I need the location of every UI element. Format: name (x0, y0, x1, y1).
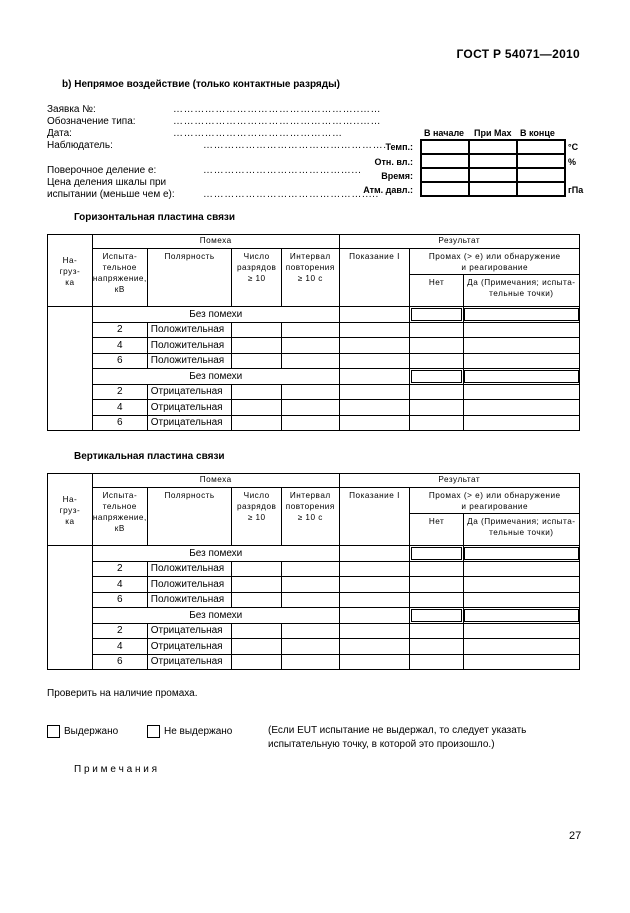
header-text-line: Число (243, 252, 270, 261)
polarity-value: Отрицательная (147, 639, 232, 655)
header-count (232, 488, 282, 546)
voltage-value: 2 (92, 561, 147, 577)
failure-note-line2: испытательную точку, в которой это произошло.) (268, 739, 495, 750)
header-text-line: и реагирование (461, 263, 529, 272)
passed-label: Выдержано (64, 726, 119, 737)
polarity-value: Положительная (147, 592, 232, 608)
polarity-value: Отрицательная (147, 654, 232, 670)
failed-checkbox[interactable] (147, 725, 160, 738)
header-text-line: кВ (114, 524, 125, 533)
reading-cell[interactable] (339, 369, 410, 385)
field-label-application: Заявка №: (47, 104, 96, 115)
voltage-value: 6 (92, 592, 147, 608)
yes-cell[interactable] (463, 369, 579, 385)
no-cell[interactable] (410, 561, 463, 577)
count-cell[interactable] (232, 338, 282, 354)
count-cell[interactable] (232, 592, 282, 608)
header-text-line: разрядов (237, 263, 277, 272)
voltage-value: 4 (92, 639, 147, 655)
no-disturbance-row: Без помехи (92, 546, 339, 562)
no-disturbance-row: Без помехи (92, 307, 339, 323)
yes-cell[interactable] (463, 654, 579, 670)
field-dots-scale: ………………………………………..... (203, 189, 379, 200)
reading-cell[interactable] (339, 639, 410, 655)
reading-cell[interactable] (339, 577, 410, 593)
count-cell[interactable] (232, 400, 282, 416)
header-polarity: Полярность (147, 249, 232, 307)
yes-cell[interactable] (463, 561, 579, 577)
reading-cell[interactable] (339, 561, 410, 577)
no-cell[interactable] (410, 546, 463, 562)
env-cell[interactable] (469, 182, 517, 196)
header-no: Нет (410, 514, 463, 546)
polarity-value: Отрицательная (147, 384, 232, 400)
header-text-line: напряжение, (92, 513, 147, 522)
env-unit-pressure: гПа (568, 185, 584, 195)
polarity-value: Положительная (147, 561, 232, 577)
passed-checkbox[interactable] (47, 725, 60, 738)
standard-header: ГОСТ Р 54071—2010 (456, 47, 580, 61)
interval-cell[interactable] (281, 338, 339, 354)
count-cell[interactable] (232, 623, 282, 639)
env-cell[interactable] (517, 168, 565, 182)
yes-cell[interactable] (463, 623, 579, 639)
yes-cell[interactable] (463, 577, 579, 593)
header-text-line: тельное (102, 502, 137, 511)
page-number: 27 (569, 830, 582, 842)
reading-cell[interactable] (339, 546, 410, 562)
field-label-observer: Наблюдатель: (47, 140, 113, 151)
header-voltage (92, 488, 147, 546)
env-grid (420, 139, 566, 197)
header-text-line: груз- (59, 506, 81, 515)
voltage-value: 6 (92, 353, 147, 369)
failed-label: Не выдержано (164, 726, 233, 737)
reading-cell[interactable] (339, 623, 410, 639)
no-cell[interactable] (410, 338, 463, 354)
polarity-value: Отрицательная (147, 400, 232, 416)
voltage-value: 6 (92, 654, 147, 670)
env-header-end: В конце (520, 128, 555, 138)
header-text-line: тельные точки) (489, 528, 554, 537)
interval-cell[interactable] (281, 592, 339, 608)
voltage-value: 2 (92, 384, 147, 400)
header-text-line: груз- (59, 267, 81, 276)
interval-cell[interactable] (281, 654, 339, 670)
interval-cell[interactable] (281, 415, 339, 431)
interval-cell[interactable] (281, 639, 339, 655)
yes-cell[interactable] (463, 384, 579, 400)
reading-cell[interactable] (339, 353, 410, 369)
reading-cell[interactable] (339, 592, 410, 608)
header-polarity: Полярность (147, 488, 232, 546)
header-text-line: повторения (285, 263, 335, 272)
header-text-line: тельные точки) (489, 289, 554, 298)
remarks-heading: П р и м е ч а н и я (74, 764, 158, 775)
env-label-temp: Темп.: (385, 142, 413, 152)
header-load (48, 474, 93, 546)
field-label-verification: Поверочное деление e: (47, 165, 157, 176)
env-cell[interactable] (421, 182, 469, 196)
no-cell[interactable] (410, 592, 463, 608)
polarity-value: Отрицательная (147, 623, 232, 639)
no-cell[interactable] (410, 400, 463, 416)
reading-cell[interactable] (339, 608, 410, 624)
voltage-value: 2 (92, 322, 147, 338)
load-cell[interactable] (48, 546, 93, 670)
polarity-value: Положительная (147, 353, 232, 369)
count-cell[interactable] (232, 322, 282, 338)
yes-cell[interactable] (463, 322, 579, 338)
header-disturbance: Помеха (92, 235, 339, 249)
yes-cell[interactable] (463, 307, 579, 323)
table-title-vertical: Вертикальная пластина связи (74, 451, 225, 462)
env-header-start: В начале (424, 128, 465, 138)
load-cell[interactable] (48, 307, 93, 431)
interval-cell[interactable] (281, 353, 339, 369)
polarity-value: Положительная (147, 577, 232, 593)
interval-cell[interactable] (281, 400, 339, 416)
header-text-line: Интервал (289, 252, 331, 261)
yes-cell[interactable] (463, 546, 579, 562)
voltage-value: 4 (92, 400, 147, 416)
count-cell[interactable] (232, 353, 282, 369)
env-cell[interactable] (517, 140, 565, 154)
no-cell[interactable] (410, 322, 463, 338)
header-load (48, 235, 93, 307)
header-text-line: тельное (102, 263, 137, 272)
header-reading: Показание I (339, 249, 410, 307)
count-cell[interactable] (232, 577, 282, 593)
env-cell[interactable] (469, 154, 517, 168)
header-miss (410, 249, 580, 275)
header-miss (410, 488, 580, 514)
env-header-max: При Max (474, 128, 512, 138)
passed-option[interactable] (47, 725, 118, 738)
failure-note-line1: (Если EUT испытание не выдержал, то следует указать (268, 725, 527, 736)
field-label-scale2: испытании (меньше чем e): (47, 189, 175, 200)
vertical-grid (47, 473, 580, 670)
header-text-line: ≥ 10 с (297, 513, 323, 522)
yes-cell[interactable] (463, 415, 579, 431)
field-label-date: Дата: (47, 128, 72, 139)
field-dots-observer: ……………………………………………. (203, 140, 387, 151)
header-text-line: ≥ 10 (247, 274, 266, 283)
header-yes (463, 514, 579, 546)
header-voltage (92, 249, 147, 307)
field-dots-verification: ……………………………………... (203, 165, 362, 176)
header-reading: Показание I (339, 488, 410, 546)
header-text-line: На- (62, 256, 78, 265)
env-cell[interactable] (517, 154, 565, 168)
reading-cell[interactable] (339, 415, 410, 431)
field-dots-type: ……………………………………………..…… (173, 116, 382, 127)
header-text-line: ка (65, 278, 75, 287)
header-text-line: и реагирование (461, 502, 529, 511)
no-disturbance-row: Без помехи (92, 369, 339, 385)
header-count (232, 249, 282, 307)
header-yes (463, 275, 579, 307)
header-text-line: Испыта- (102, 252, 138, 261)
table-title-horizontal: Горизонтальная пластина связи (74, 212, 236, 223)
count-cell[interactable] (232, 415, 282, 431)
header-text-line: Да (Примечания; испыта- (467, 278, 576, 287)
no-cell[interactable] (410, 608, 463, 624)
env-unit-humidity: % (568, 157, 577, 167)
yes-cell[interactable] (463, 608, 579, 624)
header-text-line: повторения (285, 502, 335, 511)
no-disturbance-row: Без помехи (92, 608, 339, 624)
env-label-humidity: Отн. вл.: (374, 157, 413, 167)
env-cell[interactable] (517, 182, 565, 196)
header-text-line: напряжение, (92, 274, 147, 283)
env-label-pressure: Атм. давл.: (363, 185, 413, 195)
interval-cell[interactable] (281, 322, 339, 338)
header-result: Результат (339, 235, 579, 249)
no-cell[interactable] (410, 384, 463, 400)
reading-cell[interactable] (339, 322, 410, 338)
env-label-time: Время: (381, 171, 413, 181)
interval-cell[interactable] (281, 577, 339, 593)
no-cell[interactable] (410, 369, 463, 385)
interval-cell[interactable] (281, 623, 339, 639)
header-text-line: Интервал (289, 491, 331, 500)
failed-option[interactable] (147, 725, 232, 738)
env-cell[interactable] (421, 154, 469, 168)
reading-cell[interactable] (339, 654, 410, 670)
interval-cell[interactable] (281, 561, 339, 577)
yes-cell[interactable] (463, 338, 579, 354)
header-text-line: Да (Примечания; испыта- (467, 517, 576, 526)
header-text-line: На- (62, 495, 78, 504)
field-label-scale1: Цена деления шкалы при (47, 177, 167, 188)
polarity-value: Отрицательная (147, 415, 232, 431)
header-result: Результат (339, 474, 579, 488)
no-cell[interactable] (410, 307, 463, 323)
count-cell[interactable] (232, 639, 282, 655)
section-title: b) Непрямое воздействие (только контактные разряды) (62, 79, 340, 90)
voltage-value: 4 (92, 577, 147, 593)
voltage-value: 4 (92, 338, 147, 354)
count-cell[interactable] (232, 384, 282, 400)
yes-cell[interactable] (463, 639, 579, 655)
no-cell[interactable] (410, 577, 463, 593)
check-instruction: Проверить на наличие промаха. (47, 688, 198, 699)
no-cell[interactable] (410, 639, 463, 655)
field-label-type: Обозначение типа: (47, 116, 136, 127)
voltage-value: 2 (92, 623, 147, 639)
header-text-line: кВ (114, 285, 125, 294)
reading-cell[interactable] (339, 338, 410, 354)
no-cell[interactable] (410, 353, 463, 369)
header-text-line: Промах (> e) или обнаружение (428, 252, 561, 261)
yes-cell[interactable] (463, 592, 579, 608)
no-cell[interactable] (410, 623, 463, 639)
env-cell[interactable] (421, 168, 469, 182)
header-text-line: ка (65, 517, 75, 526)
header-text-line: ≥ 10 с (297, 274, 323, 283)
header-text-line: ≥ 10 (247, 513, 266, 522)
header-interval (281, 249, 339, 307)
interval-cell[interactable] (281, 384, 339, 400)
field-dots-date: ………………………………………… (173, 128, 343, 139)
reading-cell[interactable] (339, 384, 410, 400)
env-cell[interactable] (469, 168, 517, 182)
env-unit-temp: °C (568, 142, 579, 152)
horizontal-grid (47, 234, 580, 431)
yes-cell[interactable] (463, 400, 579, 416)
no-cell[interactable] (410, 654, 463, 670)
yes-cell[interactable] (463, 353, 579, 369)
header-text-line: разрядов (237, 502, 277, 511)
header-text-line: Промах (> e) или обнаружение (428, 491, 561, 500)
reading-cell[interactable] (339, 307, 410, 323)
polarity-value: Положительная (147, 322, 232, 338)
polarity-value: Положительная (147, 338, 232, 354)
voltage-value: 6 (92, 415, 147, 431)
count-cell[interactable] (232, 654, 282, 670)
no-cell[interactable] (410, 415, 463, 431)
header-text-line: Испыта- (102, 491, 138, 500)
env-cell[interactable] (421, 140, 469, 154)
header-text-line: Число (243, 491, 270, 500)
env-cell[interactable] (469, 140, 517, 154)
reading-cell[interactable] (339, 400, 410, 416)
count-cell[interactable] (232, 561, 282, 577)
header-disturbance: Помеха (92, 474, 339, 488)
header-no: Нет (410, 275, 463, 307)
field-dots-application: ……………………………………………..…… (173, 104, 382, 115)
header-interval (281, 488, 339, 546)
